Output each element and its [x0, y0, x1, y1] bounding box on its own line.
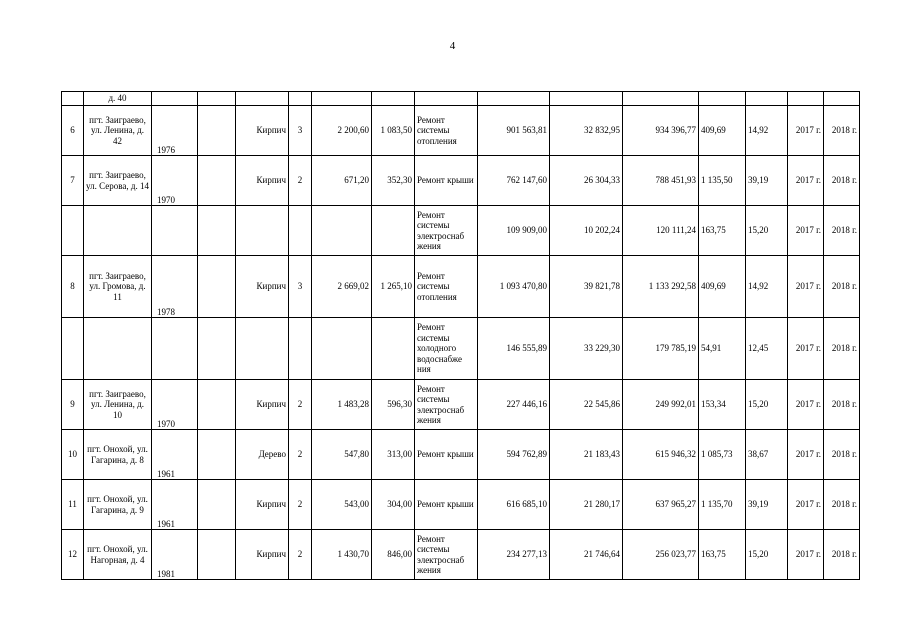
start-year-cell: 2017 г.	[788, 430, 824, 480]
wall-material-cell: Кирпич	[236, 480, 289, 530]
living-area-cell: 846,00	[372, 530, 415, 580]
unit-cost-secondary-cell: 39,19	[746, 480, 788, 530]
table-row	[62, 256, 860, 318]
cost-total-cell: 1 093 470,80	[478, 256, 550, 318]
start-year-cell: 2017 г.	[788, 380, 824, 430]
unit-cost-secondary-cell: 15,20	[746, 380, 788, 430]
build-year-cell: 1970	[152, 156, 198, 206]
total-area-cell: 671,20	[312, 156, 372, 206]
cost-extra-cell	[550, 92, 623, 106]
cost-sum-cell: 637 965,27	[623, 480, 699, 530]
row-number	[62, 318, 84, 380]
row-number: 6	[62, 106, 84, 156]
end-year-cell: 2018 г.	[824, 156, 860, 206]
build-year-cell	[152, 318, 198, 380]
living-area-cell	[372, 92, 415, 106]
wall-material-cell	[236, 318, 289, 380]
end-year-cell: 2018 г.	[824, 106, 860, 156]
end-year-cell: 2018 г.	[824, 256, 860, 318]
address-cell: пгт. Онохой, ул. Гагарина, д. 9	[84, 480, 152, 530]
table-row	[62, 430, 860, 480]
cost-sum-cell: 1 133 292,58	[623, 256, 699, 318]
end-year-cell: 2018 г.	[824, 530, 860, 580]
unit-cost-secondary-cell: 14,92	[746, 106, 788, 156]
address-cell: пгт. Заиграево, ул. Громова, д. 11	[84, 256, 152, 318]
floors-cell: 3	[289, 256, 312, 318]
living-area-cell	[372, 318, 415, 380]
total-area-cell: 1 483,28	[312, 380, 372, 430]
unit-cost-secondary-cell: 39,19	[746, 156, 788, 206]
work-type-cell: Ремонт крыши	[415, 480, 478, 530]
build-year-cell: 1961	[152, 430, 198, 480]
end-year-cell: 2018 г.	[824, 206, 860, 256]
blank-cell	[198, 156, 236, 206]
total-area-cell: 2 200,60	[312, 106, 372, 156]
row-number: 9	[62, 380, 84, 430]
table-row	[62, 380, 860, 430]
address-cell: пгт. Заиграево, ул. Ленина, д. 10	[84, 380, 152, 430]
blank-cell	[198, 106, 236, 156]
blank-cell	[198, 380, 236, 430]
start-year-cell	[788, 92, 824, 106]
cost-extra-cell: 21 183,43	[550, 430, 623, 480]
wall-material-cell	[236, 206, 289, 256]
cost-extra-cell: 32 832,95	[550, 106, 623, 156]
start-year-cell: 2017 г.	[788, 318, 824, 380]
blank-cell	[198, 92, 236, 106]
work-type-cell	[415, 92, 478, 106]
end-year-cell: 2018 г.	[824, 480, 860, 530]
total-area-cell: 1 430,70	[312, 530, 372, 580]
address-cell: д. 40	[84, 92, 152, 106]
unit-cost-secondary-cell: 15,20	[746, 206, 788, 256]
start-year-cell: 2017 г.	[788, 206, 824, 256]
blank-cell	[198, 480, 236, 530]
cost-extra-cell: 21 746,64	[550, 530, 623, 580]
total-area-cell: 543,00	[312, 480, 372, 530]
work-type-cell: Ремонт системы отопления	[415, 106, 478, 156]
cost-sum-cell: 120 111,24	[623, 206, 699, 256]
floors-cell: 3	[289, 106, 312, 156]
living-area-cell: 1 265,10	[372, 256, 415, 318]
blank-cell	[198, 430, 236, 480]
build-year-cell: 1981	[152, 530, 198, 580]
table-row	[62, 480, 860, 530]
row-number: 12	[62, 530, 84, 580]
cost-total-cell: 616 685,10	[478, 480, 550, 530]
wall-material-cell: Кирпич	[236, 256, 289, 318]
unit-cost-cell: 1 135,70	[699, 480, 746, 530]
blank-cell	[198, 318, 236, 380]
row-number: 11	[62, 480, 84, 530]
cost-total-cell: 762 147,60	[478, 156, 550, 206]
unit-cost-secondary-cell	[746, 92, 788, 106]
unit-cost-secondary-cell: 12,45	[746, 318, 788, 380]
floors-cell	[289, 206, 312, 256]
living-area-cell: 313,00	[372, 430, 415, 480]
start-year-cell: 2017 г.	[788, 156, 824, 206]
floors-cell: 2	[289, 430, 312, 480]
work-type-cell: Ремонт крыши	[415, 430, 478, 480]
table-row	[62, 106, 860, 156]
unit-cost-secondary-cell: 38,67	[746, 430, 788, 480]
wall-material-cell: Кирпич	[236, 380, 289, 430]
cost-sum-cell	[623, 92, 699, 106]
blank-cell	[198, 530, 236, 580]
row-number	[62, 92, 84, 106]
work-type-cell: Ремонт системы электроснаб жения	[415, 380, 478, 430]
cost-sum-cell: 179 785,19	[623, 318, 699, 380]
total-area-cell	[312, 206, 372, 256]
unit-cost-cell: 153,34	[699, 380, 746, 430]
unit-cost-cell: 163,75	[699, 530, 746, 580]
floors-cell: 2	[289, 530, 312, 580]
living-area-cell: 304,00	[372, 480, 415, 530]
living-area-cell: 352,30	[372, 156, 415, 206]
cost-extra-cell: 22 545,86	[550, 380, 623, 430]
wall-material-cell: Кирпич	[236, 156, 289, 206]
cost-sum-cell: 249 992,01	[623, 380, 699, 430]
address-cell: пгт. Онохой, ул. Нагорная, д. 4	[84, 530, 152, 580]
cost-sum-cell: 788 451,93	[623, 156, 699, 206]
work-type-cell: Ремонт системы отопления	[415, 256, 478, 318]
end-year-cell: 2018 г.	[824, 318, 860, 380]
total-area-cell	[312, 318, 372, 380]
start-year-cell: 2017 г.	[788, 530, 824, 580]
address-cell: пгт. Заиграево, ул. Серова, д. 14	[84, 156, 152, 206]
end-year-cell	[824, 92, 860, 106]
build-year-cell: 1978	[152, 256, 198, 318]
unit-cost-secondary-cell: 15,20	[746, 530, 788, 580]
wall-material-cell	[236, 92, 289, 106]
unit-cost-cell: 1 085,73	[699, 430, 746, 480]
living-area-cell: 1 083,50	[372, 106, 415, 156]
unit-cost-cell	[699, 92, 746, 106]
row-number: 10	[62, 430, 84, 480]
cost-extra-cell: 10 202,24	[550, 206, 623, 256]
cost-extra-cell: 21 280,17	[550, 480, 623, 530]
build-year-cell	[152, 92, 198, 106]
wall-material-cell: Кирпич	[236, 530, 289, 580]
address-cell	[84, 318, 152, 380]
build-year-cell	[152, 206, 198, 256]
address-cell: пгт. Заиграево, ул. Ленина, д. 42	[84, 106, 152, 156]
floors-cell: 2	[289, 380, 312, 430]
cost-total-cell: 234 277,13	[478, 530, 550, 580]
work-type-cell: Ремонт системы электроснаб жения	[415, 206, 478, 256]
row-number: 8	[62, 256, 84, 318]
table-row	[62, 530, 860, 580]
unit-cost-cell: 409,69	[699, 256, 746, 318]
address-cell: пгт. Онохой, ул. Гагарина, д. 8	[84, 430, 152, 480]
total-area-cell: 2 669,02	[312, 256, 372, 318]
living-area-cell: 596,30	[372, 380, 415, 430]
end-year-cell: 2018 г.	[824, 380, 860, 430]
unit-cost-cell: 409,69	[699, 106, 746, 156]
unit-cost-secondary-cell: 14,92	[746, 256, 788, 318]
unit-cost-cell: 1 135,50	[699, 156, 746, 206]
end-year-cell: 2018 г.	[824, 430, 860, 480]
cost-extra-cell: 39 821,78	[550, 256, 623, 318]
work-type-cell: Ремонт системы холодного водоснабже ния	[415, 318, 478, 380]
unit-cost-cell: 54,91	[699, 318, 746, 380]
page-number: 4	[449, 40, 456, 52]
build-year-cell: 1976	[152, 106, 198, 156]
cost-total-cell: 594 762,89	[478, 430, 550, 480]
table-row	[62, 92, 860, 106]
wall-material-cell: Дерево	[236, 430, 289, 480]
wall-material-cell: Кирпич	[236, 106, 289, 156]
cost-sum-cell: 615 946,32	[623, 430, 699, 480]
start-year-cell: 2017 г.	[788, 480, 824, 530]
cost-total-cell: 227 446,16	[478, 380, 550, 430]
start-year-cell: 2017 г.	[788, 106, 824, 156]
unit-cost-cell: 163,75	[699, 206, 746, 256]
cost-total-cell: 901 563,81	[478, 106, 550, 156]
living-area-cell	[372, 206, 415, 256]
blank-cell	[198, 206, 236, 256]
build-year-cell: 1970	[152, 380, 198, 430]
work-type-cell: Ремонт крыши	[415, 156, 478, 206]
table-row	[62, 156, 860, 206]
floors-cell: 2	[289, 156, 312, 206]
cost-total-cell: 146 555,89	[478, 318, 550, 380]
floors-cell	[289, 318, 312, 380]
table-row	[62, 206, 860, 256]
cost-sum-cell: 256 023,77	[623, 530, 699, 580]
start-year-cell: 2017 г.	[788, 256, 824, 318]
address-cell	[84, 206, 152, 256]
cost-extra-cell: 33 229,30	[550, 318, 623, 380]
row-number	[62, 206, 84, 256]
cost-total-cell: 109 909,00	[478, 206, 550, 256]
floors-cell	[289, 92, 312, 106]
work-type-cell: Ремонт системы электроснаб жения	[415, 530, 478, 580]
cost-total-cell	[478, 92, 550, 106]
table-row	[62, 318, 860, 380]
row-number: 7	[62, 156, 84, 206]
total-area-cell: 547,80	[312, 430, 372, 480]
cost-sum-cell: 934 396,77	[623, 106, 699, 156]
build-year-cell: 1961	[152, 480, 198, 530]
floors-cell: 2	[289, 480, 312, 530]
blank-cell	[198, 256, 236, 318]
repair-program-table	[61, 91, 860, 580]
cost-extra-cell: 26 304,33	[550, 156, 623, 206]
total-area-cell	[312, 92, 372, 106]
